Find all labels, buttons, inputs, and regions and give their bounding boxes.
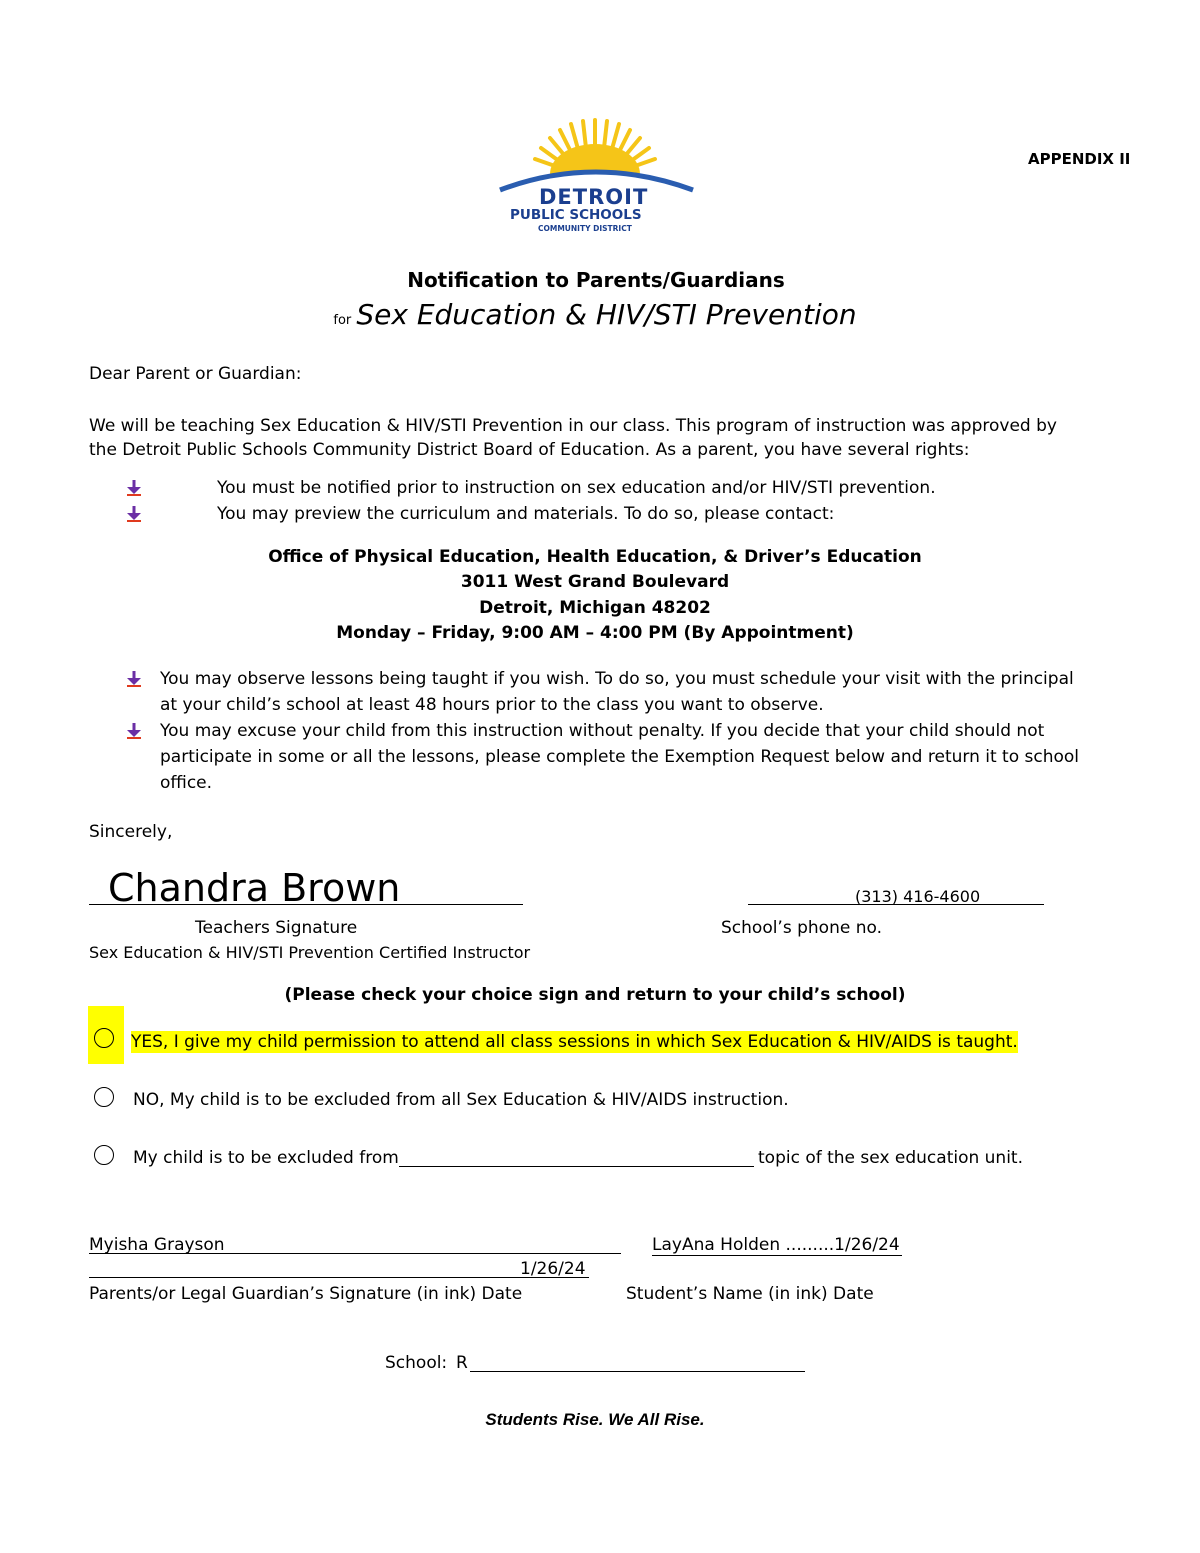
- student-label: Student’s Name (in ink) Date: [626, 1284, 874, 1304]
- school-value: R: [456, 1353, 468, 1373]
- closing: Sincerely,: [89, 822, 173, 842]
- student-name: LayAna Holden: [652, 1235, 781, 1255]
- contact-office: Office of Physical Education, Health Education, & Driver’s Education: [268, 547, 922, 567]
- parent-label: Parents/or Legal Guardian’s Signature (in ink) Date: [89, 1284, 523, 1304]
- logo-line-3: COMMUNITY DISTRICT: [538, 224, 632, 233]
- right-item-1: You must be notified prior to instruction on sex education and/or HIV/STI prevention.: [217, 478, 936, 498]
- title-line-2: Sex Education & HIV/STI Prevention: [356, 298, 857, 331]
- right-item-2: You may preview the curriculum and materials. To do so, please contact:: [217, 504, 835, 524]
- salutation: Dear Parent or Guardian:: [89, 364, 302, 384]
- title-line-2-wrap: [0, 298, 1190, 331]
- school-line[interactable]: [470, 1371, 805, 1372]
- bullet-arrow-icon: [126, 671, 142, 687]
- teacher-title: Sex Education & HIV/STI Prevention Certified Instructor: [89, 943, 531, 962]
- right-item-4-line-2: participate in some or all the lessons, please complete the Exemption Request below and return it to school: [160, 747, 1080, 767]
- district-logo: [495, 112, 700, 237]
- right-item-3-line-2: at your child’s school at least 48 hours prior to the class you want to observe.: [160, 695, 824, 715]
- option-no-radio[interactable]: [94, 1087, 114, 1107]
- school-phone: (313) 416-4600: [855, 887, 981, 906]
- title-line-1: Notification to Parents/Guardians: [407, 268, 785, 292]
- bullet-arrow-icon: [126, 506, 142, 522]
- logo-line-1: DETROIT: [539, 185, 649, 209]
- parent-signature-line: [89, 1277, 589, 1278]
- option-partial-radio[interactable]: [94, 1145, 114, 1165]
- option-yes-radio[interactable]: [94, 1028, 114, 1048]
- student-entry: [652, 1235, 902, 1256]
- teacher-signature: Chandra Brown: [108, 866, 401, 910]
- bullet-arrow-icon: [126, 723, 142, 739]
- appendix-label: APPENDIX II: [1028, 150, 1131, 168]
- right-item-4-line-3: office.: [160, 773, 213, 793]
- right-item-4-line-1: You may excuse your child from this instruction without penalty. If you decide that your child should not: [160, 721, 1045, 741]
- bullet-arrow-icon: [126, 480, 142, 496]
- school-label: School:: [385, 1353, 448, 1373]
- right-item-3-line-1: You may observe lessons being taught if you wish. To do so, you must schedule your visit with the principal: [160, 669, 1074, 689]
- title-for-word: for: [333, 313, 352, 328]
- student-date: 1/26/24: [834, 1235, 900, 1255]
- option-partial-suffix: topic of the sex education unit.: [758, 1148, 1024, 1168]
- option-no-label: NO, My child is to be excluded from all Sex Education & HIV/AIDS instruction.: [133, 1090, 789, 1110]
- contact-street: 3011 West Grand Boulevard: [460, 572, 730, 592]
- logo-line-2: PUBLIC SCHOOLS: [510, 207, 642, 223]
- contact-hours: Monday – Friday, 9:00 AM – 4:00 PM (By Appointment): [336, 623, 854, 643]
- contact-city: Detroit, Michigan 48202: [479, 598, 711, 618]
- student-dots: .........: [785, 1235, 835, 1255]
- intro-line-1: We will be teaching Sex Education & HIV/STI Prevention in our class. This program of instruction was approved by: [89, 416, 1057, 436]
- instruction: (Please check your choice sign and return to your child’s school): [284, 985, 906, 1005]
- parent-name: Myisha Grayson: [89, 1235, 225, 1255]
- phone-label: School’s phone no.: [721, 918, 882, 938]
- motto: Students Rise. We All Rise.: [485, 1410, 705, 1429]
- option-partial-prefix: My child is to be excluded from: [133, 1148, 399, 1168]
- option-yes-label: YES, I give my child permission to attend all class sessions in which Sex Education & HIV/AIDS is taught.: [131, 1032, 1018, 1052]
- intro-line-2: the Detroit Public Schools Community District Board of Education. As a parent, you have several rights:: [89, 440, 970, 460]
- parent-date: 1/26/24: [520, 1259, 586, 1279]
- teacher-signature-label: Teachers Signature: [195, 918, 358, 938]
- option-partial-blank[interactable]: [399, 1166, 754, 1167]
